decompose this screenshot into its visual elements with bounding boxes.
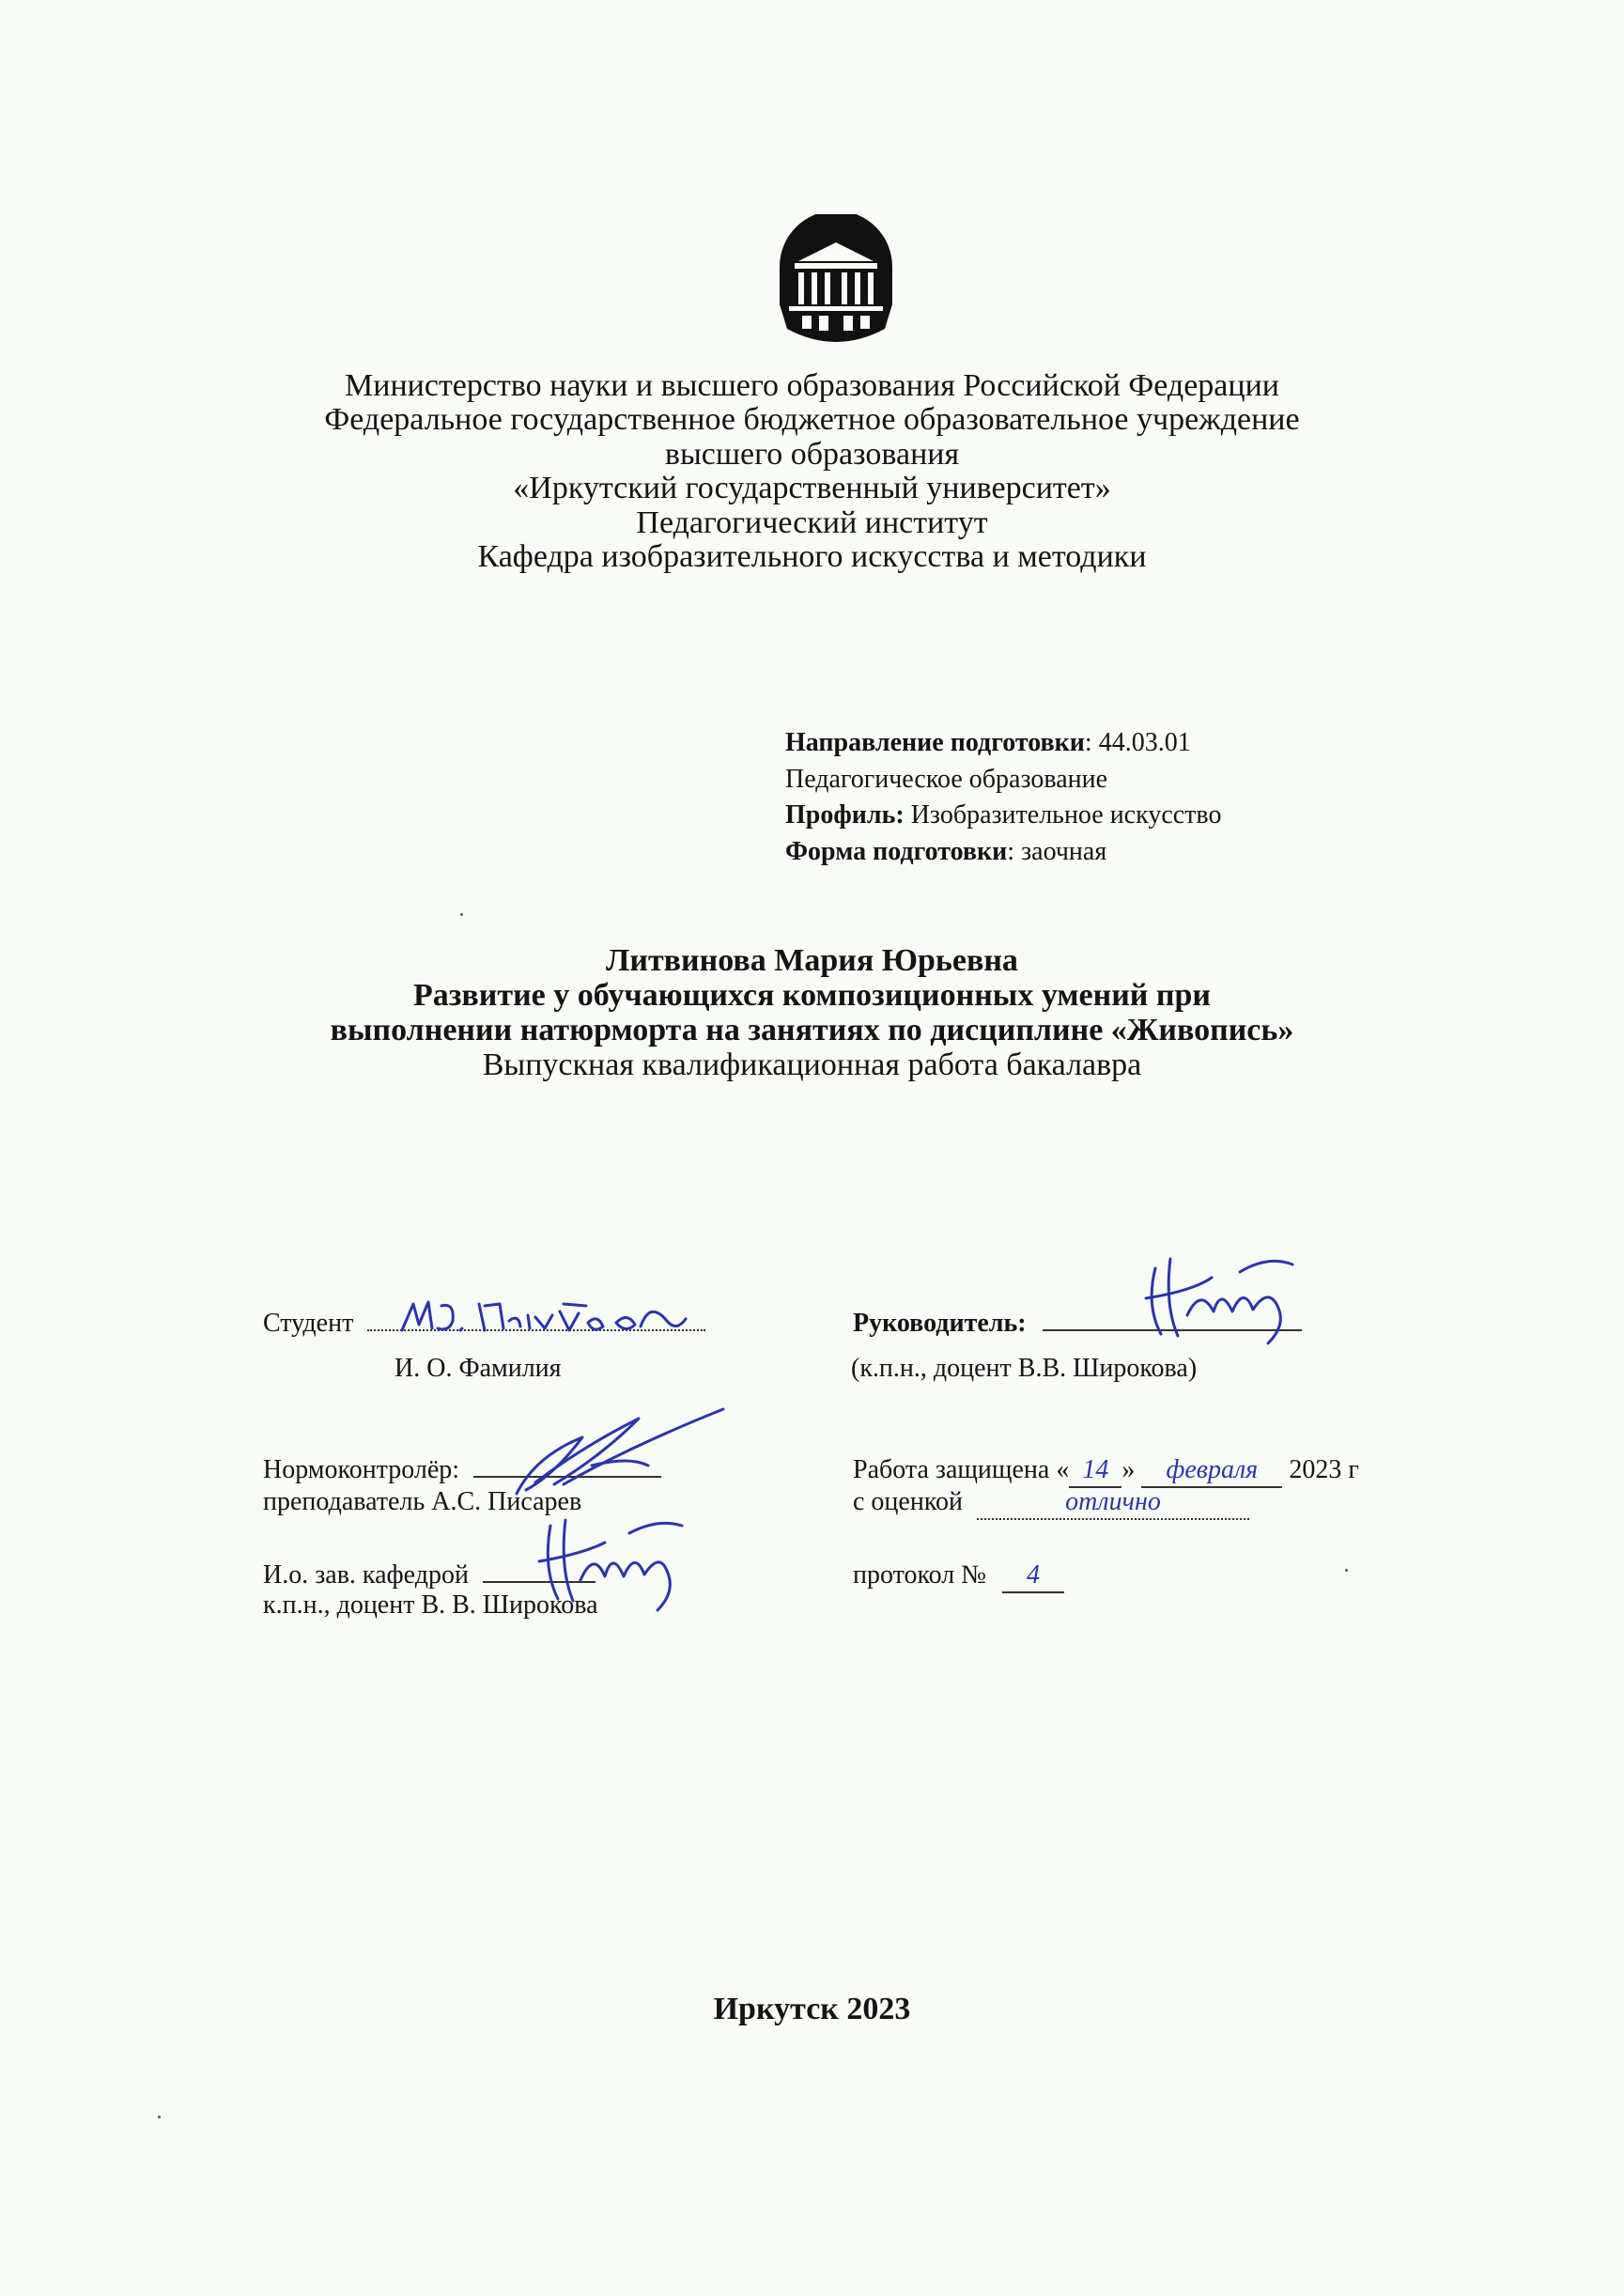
- protocol-number: 4: [1002, 1559, 1064, 1593]
- defence-date-row: [853, 1454, 1359, 1488]
- city-year: Иркутск 2023: [713, 1992, 911, 2026]
- defence-year: 2023 г: [1289, 1455, 1359, 1484]
- head-caption: к.п.н., доцент В. В. Широкова: [263, 1590, 598, 1620]
- thesis-title-block: [0, 943, 1624, 1082]
- form-label: Форма подготовки: [785, 836, 1008, 866]
- education-level-line: высшего образования: [664, 436, 960, 472]
- defence-prefix: Работа защищена «: [853, 1455, 1070, 1484]
- scan-speck: [158, 2116, 161, 2118]
- form-value: : заочная: [1007, 836, 1107, 866]
- university-emblem-logo: [772, 214, 900, 355]
- scan-speck: [1345, 1569, 1348, 1572]
- head-label: И.о. зав. кафедрой: [263, 1560, 469, 1590]
- direction-label: Направление подготовки: [785, 728, 1085, 757]
- institution-header: [0, 369, 1624, 574]
- university-name: «Иркутский государственный университет»: [513, 471, 1111, 506]
- profile-label: Профиль:: [785, 800, 905, 830]
- grade-label: с оценкой: [853, 1487, 963, 1516]
- student-label: Студент: [263, 1309, 354, 1338]
- defence-mid: »: [1121, 1455, 1136, 1484]
- institute-name: Педагогический институт: [636, 504, 988, 540]
- direction-code: : 44.03.01: [1084, 728, 1191, 757]
- work-type: Выпускная квалификационная работа бакалавра: [482, 1047, 1142, 1082]
- student-caption: И. О. Фамилия: [394, 1354, 562, 1383]
- direction-name: Педагогическое образование: [785, 764, 1108, 794]
- defence-day: 14: [1069, 1454, 1121, 1488]
- topic-line-1: Развитие у обучающихся композиционных умений при: [413, 978, 1211, 1013]
- supervisor-signature-image: [1127, 1249, 1296, 1353]
- training-direction-block: [785, 725, 1221, 870]
- institution-type-line: Федеральное государственное бюджетное образовательное учреждение: [324, 402, 1300, 438]
- supervisor-caption: (к.п.н., доцент В.В. Широкова): [851, 1354, 1198, 1383]
- department-name: Кафедра изобразительного искусства и методики: [477, 539, 1147, 575]
- protocol-row: [853, 1559, 1064, 1593]
- student-signature-image: [394, 1295, 770, 1342]
- defence-month: февраля: [1141, 1454, 1282, 1488]
- author-name: Литвинова Мария Юрьевна: [606, 943, 1018, 978]
- normcontrol-label: Нормоконтролёр:: [263, 1455, 460, 1484]
- grade-value: отлично: [977, 1486, 1249, 1520]
- profile-value: Изобразительное искусство: [904, 800, 1222, 830]
- topic-line-2: выполнении натюрморта на занятиях по дисциплине «Живопись»: [330, 1013, 1294, 1047]
- supervisor-label: Руководитель:: [853, 1309, 1027, 1338]
- scan-speck: [460, 913, 463, 916]
- ministry-line: Министерство науки и высшего образования Российской Федерации: [345, 368, 1279, 403]
- protocol-label: протокол №: [853, 1560, 986, 1590]
- normcontrol-caption: преподаватель А.С. Писарев: [263, 1487, 582, 1516]
- grade-row: [853, 1486, 1249, 1520]
